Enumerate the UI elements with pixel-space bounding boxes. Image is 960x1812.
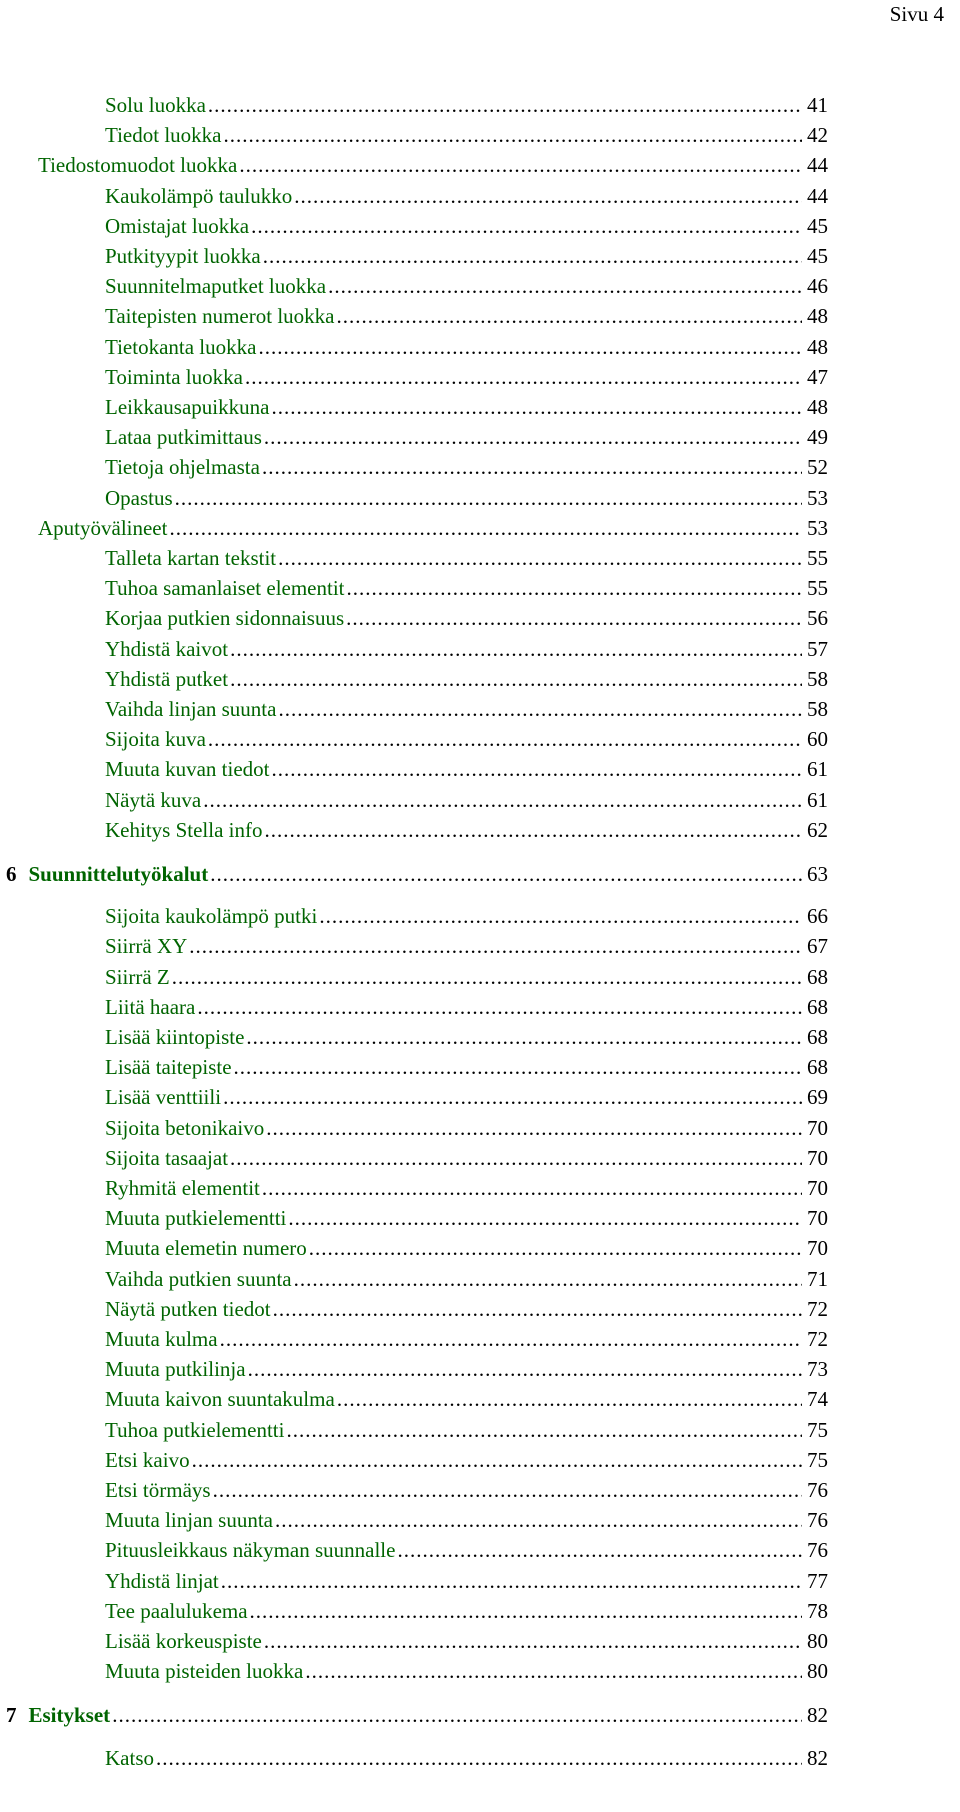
toc-entry[interactable] [38,515,828,541]
toc-entry[interactable] [105,1235,828,1261]
toc-entry-title[interactable]: Muuta kulma [105,1327,218,1351]
toc-dot-leader [190,1447,802,1473]
toc-entry-title[interactable]: Suunnitelmaputket luokka [105,274,327,298]
toc-dot-leader [334,303,802,329]
toc-entry-title[interactable]: Tuhoa samanlaiset elementit [105,576,345,600]
toc-entry[interactable] [105,1054,828,1080]
toc-page-number: 53 [807,486,828,510]
toc-dot-leader [262,817,802,843]
toc-entry-title[interactable]: Sijoita kaukolämpö putki [105,904,318,928]
toc-page-number: 80 [807,1659,828,1683]
toc-page-number: 55 [807,546,828,570]
toc-entry[interactable] [105,454,828,480]
toc-entry-title[interactable]: Etsi törmäys [105,1478,211,1502]
toc-page-number: 41 [807,93,828,117]
toc-dot-leader [395,1537,802,1563]
toc-entry-title[interactable]: Muuta linjan suunta [105,1508,273,1532]
toc-dot-leader [170,964,802,990]
toc-entry-title[interactable]: Omistajat luokka [105,214,250,238]
toc-page-number: 45 [807,244,828,268]
toc-entry[interactable] [105,605,828,631]
toc-chapter-entry[interactable] [6,1702,828,1728]
toc-entry-title[interactable]: Tiedostomuodot luokka [38,153,238,177]
toc-dot-leader [243,364,802,390]
toc-dot-leader [206,726,802,752]
toc-entry[interactable] [105,273,828,299]
toc-dot-leader [261,243,802,269]
toc-dot-leader [271,1296,802,1322]
toc-dot-leader [228,666,802,692]
toc-dot-leader [262,1628,802,1654]
toc-entry-title[interactable]: Siirrä XY [105,934,188,958]
toc-entry-title[interactable]: Siirrä Z [105,965,170,989]
toc-dot-leader [208,861,802,887]
toc-dot-leader [344,605,802,631]
toc-dot-leader [335,1386,802,1412]
toc-entry-title[interactable]: Kaukolämpö taulukko [105,184,293,208]
toc-page-number: 57 [807,637,828,661]
toc-page-number: 46 [807,274,828,298]
toc-entry-title[interactable]: Korjaa putkien sidonnaisuus [105,606,345,630]
toc-entry[interactable] [105,903,828,929]
toc-entry-title[interactable]: Putkityypit luokka [105,244,261,268]
toc-entry[interactable] [105,485,828,511]
toc-entry-title[interactable]: Vaihda linjan suunta [105,697,277,721]
toc-entry[interactable] [105,1628,828,1654]
toc-entry-title[interactable]: Solu luokka [105,93,206,117]
toc-page-number: 70 [807,1236,828,1260]
toc-dot-leader [228,1145,802,1171]
toc-page-number: 76 [807,1508,828,1532]
toc-entry[interactable] [105,1417,828,1443]
toc-dot-leader [269,756,802,782]
toc-entry-title[interactable]: Lataa putkimittaus [105,425,262,449]
toc-chapter-number: 6 [6,862,17,886]
toc-entry-title[interactable]: Muuta elemetin numero [105,1236,307,1260]
toc-entry-title[interactable]: Näytä kuva [105,788,202,812]
toc-entry-title[interactable]: Sijoita betonikaivo [105,1116,265,1140]
toc-entry[interactable] [105,636,828,662]
toc-page-number: 70 [807,1116,828,1140]
toc-page-number: 48 [807,395,828,419]
toc-dot-leader [218,1326,802,1352]
toc-page-number: 67 [807,934,828,958]
toc-entry[interactable] [105,1145,828,1171]
toc-page-number: 68 [807,1025,828,1049]
toc-entry[interactable] [105,1447,828,1473]
toc-entry[interactable] [105,1477,828,1503]
toc-dot-leader [110,1702,802,1728]
toc-entry[interactable] [105,787,828,813]
toc-page-number: 58 [807,667,828,691]
toc-entry[interactable] [105,1326,828,1352]
toc-dot-leader [237,152,802,178]
toc-page-number: 47 [807,365,828,389]
toc-dot-leader [326,273,802,299]
toc-entry-title[interactable]: Opastus [105,486,173,510]
toc-dot-leader [269,394,802,420]
toc-entry-title[interactable]: Sijoita kuva [105,727,206,751]
toc-page-number: 82 [807,1746,828,1770]
toc-dot-leader [260,454,802,480]
toc-page-number: 44 [807,153,828,177]
toc-page-number: 71 [807,1267,828,1291]
toc-dot-leader [303,1658,802,1684]
toc-chapter-entry[interactable] [6,861,828,887]
toc-entry[interactable] [105,756,828,782]
toc-page-number: 55 [807,576,828,600]
toc-dot-leader [256,334,802,360]
toc-entry[interactable] [38,152,828,178]
toc-page-number: 78 [807,1599,828,1623]
toc-dot-leader [284,1417,802,1443]
toc-entry[interactable] [105,394,828,420]
toc-entry[interactable] [105,1537,828,1563]
toc-entry[interactable] [105,817,828,843]
toc-dot-leader [264,1115,802,1141]
toc-dot-leader [260,1175,802,1201]
toc-entry-title[interactable]: Yhdistä linjat [105,1569,219,1593]
toc-entry[interactable] [105,1266,828,1292]
toc-dot-leader [195,994,802,1020]
toc-dot-leader [317,903,802,929]
toc-page-number: 53 [807,516,828,540]
toc-entry[interactable] [105,994,828,1020]
toc-entry-title[interactable]: Taitepisten numerot luokka [105,304,335,328]
toc-page-number: 49 [807,425,828,449]
toc-dot-leader [228,636,802,662]
toc-entry[interactable] [105,696,828,722]
toc-dot-leader [273,1507,802,1533]
toc-dot-leader [262,424,802,450]
toc-dot-leader [201,787,802,813]
toc-chapter-number: 7 [6,1703,17,1727]
toc-page-number: 72 [807,1297,828,1321]
toc-entry-title[interactable]: Tuhoa putkielementti [105,1418,285,1442]
toc-entry[interactable] [105,303,828,329]
toc-dot-leader [292,183,802,209]
toc-page-number: 68 [807,965,828,989]
page-number-label: Sivu 4 [889,2,944,26]
toc-entry-title[interactable]: Vaihda putkien suunta [105,1267,292,1291]
toc-page-number: 74 [807,1387,828,1411]
toc-entry[interactable] [105,1745,828,1771]
toc-entry[interactable] [105,964,828,990]
toc-entry-title[interactable]: Näytä putken tiedot [105,1297,271,1321]
toc-entry-title[interactable]: Tietoja ohjelmasta [105,455,260,479]
toc-entry-title[interactable]: Lisää kiintopiste [105,1025,245,1049]
toc-entry-title[interactable]: Lisää korkeuspiste [105,1629,262,1653]
toc-entry-title[interactable]: Kehitys Stella info [105,818,263,842]
toc-entry[interactable] [105,666,828,692]
toc-entry-title[interactable]: Toiminta luokka [105,365,243,389]
toc-entry-title[interactable]: Katso [105,1746,154,1770]
toc-dot-leader [276,545,802,571]
toc-dot-leader [221,1084,802,1110]
toc-entry[interactable] [105,364,828,390]
toc-entry-title[interactable]: Esitykset [28,1703,111,1727]
toc-page-number: 61 [807,757,828,781]
toc-entry-title[interactable]: Yhdistä kaivot [105,637,229,661]
toc-entry[interactable] [105,1386,828,1412]
toc-page-number: 75 [807,1448,828,1472]
toc-page-number: 69 [807,1085,828,1109]
toc-dot-leader [248,1598,802,1624]
toc-entry[interactable] [105,1175,828,1201]
toc-entry[interactable] [105,933,828,959]
toc-entry[interactable] [105,1568,828,1594]
toc-page-number: 48 [807,335,828,359]
toc-entry[interactable] [105,1024,828,1050]
toc-page-number: 52 [807,455,828,479]
toc-entry[interactable] [105,1658,828,1684]
toc-dot-leader [154,1745,802,1771]
toc-entry-title[interactable]: Ryhmitä elementit [105,1176,260,1200]
toc-page-number: 66 [807,904,828,928]
toc-dot-leader [219,1568,802,1594]
toc-dot-leader [249,213,802,239]
toc-page-number: 62 [807,818,828,842]
toc-page-number: 70 [807,1146,828,1170]
toc-page-number: 45 [807,214,828,238]
toc-page-number: 44 [807,184,828,208]
toc-entry[interactable] [105,183,828,209]
toc-dot-leader [276,696,802,722]
toc-entry-title[interactable]: Suunnittelutyökalut [28,862,209,886]
toc-entry[interactable] [105,122,828,148]
toc-entry-title[interactable]: Yhdistä putket [105,667,229,691]
toc-dot-leader [173,485,802,511]
toc-dot-leader [246,1356,802,1382]
toc-dot-leader [211,1477,802,1503]
toc-entry-title[interactable]: Lisää venttiili [105,1085,222,1109]
toc-entry-title[interactable]: Muuta pisteiden luokka [105,1659,304,1683]
toc-page-number: 72 [807,1327,828,1351]
toc-entry-title[interactable]: Etsi kaivo [105,1448,190,1472]
toc-entry[interactable] [105,243,828,269]
toc-page-number: 48 [807,304,828,328]
toc-entry[interactable] [105,726,828,752]
toc-entry[interactable] [105,545,828,571]
toc-page-number: 75 [807,1418,828,1442]
toc-page-number: 82 [807,1703,828,1727]
toc-entry-title[interactable]: Muuta kuvan tiedot [105,757,270,781]
toc-dot-leader [187,933,802,959]
toc-entry-title[interactable]: Sijoita tasaajat [105,1146,229,1170]
toc-page-number: 68 [807,1055,828,1079]
toc-entry-title[interactable]: Muuta kaivon suuntakulma [105,1387,335,1411]
toc-entry-title[interactable]: Tee paalulukema [105,1599,248,1623]
toc-entry[interactable] [105,1115,828,1141]
toc-entry[interactable] [105,1205,828,1231]
toc-page-number: 61 [807,788,828,812]
toc-page-number: 63 [807,862,828,886]
toc-entry-title[interactable]: Leikkausapuikkuna [105,395,270,419]
toc-dot-leader [221,122,802,148]
toc-dot-leader [244,1024,802,1050]
toc-entry-title[interactable]: Talleta kartan tekstit [105,546,277,570]
toc-page-number: 70 [807,1176,828,1200]
toc-entry[interactable] [105,1296,828,1322]
toc-dot-leader [307,1235,802,1261]
toc-dot-leader [345,575,802,601]
toc-entry-title[interactable]: Muuta putkielementti [105,1206,287,1230]
toc-page-number: 80 [807,1629,828,1653]
toc-page-number: 76 [807,1478,828,1502]
toc-entry[interactable] [105,334,828,360]
toc-entry-title[interactable]: Liitä haara [105,995,196,1019]
toc-entry-title[interactable]: Lisää taitepiste [105,1055,232,1079]
toc-dot-leader [232,1054,802,1080]
toc-page-number: 60 [807,727,828,751]
toc-dot-leader [167,515,802,541]
toc-entry-title[interactable]: Pituusleikkaus näkyman suunnalle [105,1538,396,1562]
toc-entry-title[interactable]: Muuta putkilinja [105,1357,246,1381]
toc-page-number: 77 [807,1569,828,1593]
toc-page-number: 68 [807,995,828,1019]
toc-entry[interactable] [105,424,828,450]
toc-dot-leader [286,1205,802,1231]
toc-page-number: 70 [807,1206,828,1230]
toc-dot-leader [292,1266,802,1292]
toc-page-number: 56 [807,606,828,630]
toc-entry[interactable] [105,1507,828,1533]
toc-entry[interactable] [105,575,828,601]
toc-entry[interactable] [105,1084,828,1110]
toc-entry[interactable] [105,213,828,239]
toc-entry-title[interactable]: Tiedot luokka [105,123,222,147]
toc-entry-title[interactable]: Tietokanta luokka [105,335,257,359]
toc-entry[interactable] [105,92,828,118]
toc-entry[interactable] [105,1598,828,1624]
toc-entry[interactable] [105,1356,828,1382]
toc-page-number: 76 [807,1538,828,1562]
toc-page-number: 73 [807,1357,828,1381]
toc-page-number: 42 [807,123,828,147]
toc-dot-leader [206,92,802,118]
toc-entry-title[interactable]: Aputyövälineet [38,516,168,540]
toc-page-number: 58 [807,697,828,721]
